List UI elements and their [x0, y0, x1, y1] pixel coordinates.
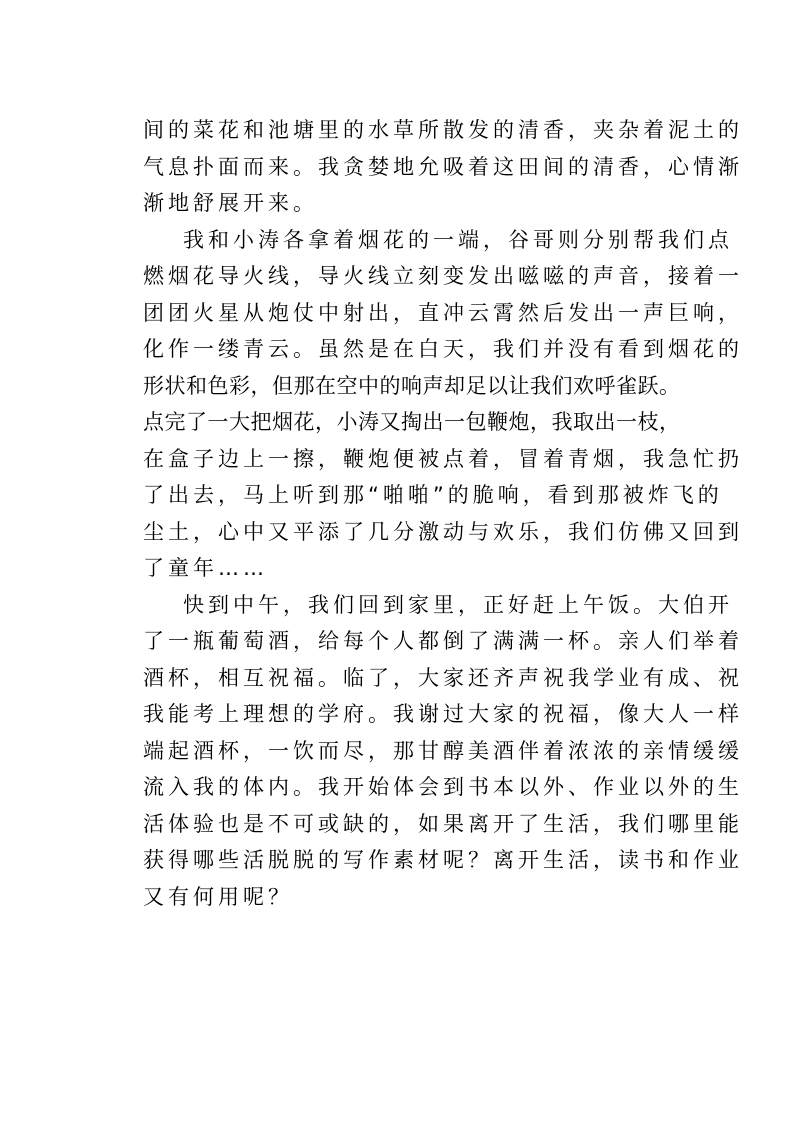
text-line: 了童年…… [143, 556, 268, 580]
paragraph-start-line: 快到中午，我们回到家里，正好赶上午饭。大伯开 [183, 592, 733, 617]
text-line: 气息扑面而来。我贪婪地允吸着这田间的清香，心情渐 [143, 154, 743, 179]
text-line: 在盒子边上一擦，鞭炮便被点着，冒着青烟，我急忙扔 [143, 446, 743, 471]
text-line: 形状和色彩，但那在空中的响声却足以让我们欢呼雀跃。 [143, 373, 681, 398]
text-line: 燃烟花导火线，导火线立刻变发出嗞嗞的声音，接着一 [143, 264, 743, 288]
text-line: 获得哪些活脱脱的写作素材呢？离开生活，读书和作业 [143, 848, 743, 872]
text-line: 活体验也是不可或缺的，如果离开了生活，我们哪里能 [143, 811, 743, 836]
text-line: 团团火星从炮仗中射出，直冲云霄然后发出一声巨响， [143, 300, 743, 325]
text-line: 尘土，心中又平添了几分激动与欢乐，我们仿佛又回到 [143, 519, 743, 544]
text-line: 流入我的体内。我开始体会到书本以外、作业以外的生 [143, 775, 743, 799]
document-body [143, 112, 743, 915]
paragraph-start-line: 我和小涛各拿着烟花的一端，谷哥则分别帮我们点 [183, 227, 733, 252]
text-line: 了一瓶葡萄酒，给每个人都倒了满满一杯。亲人们举着 [143, 629, 743, 653]
text-line: 又有何用呢？ [143, 884, 293, 909]
text-line: 化作一缕青云。虽然是在白天，我们并没有看到烟花的 [143, 337, 743, 361]
text-line: 酒杯，相互祝福。临了，大家还齐声祝我学业有成、祝 [143, 665, 743, 690]
text-line: 间的菜花和池塘里的水草所散发的清香，夹杂着泥土的 [143, 118, 743, 142]
text-line: 点完了一大把烟花，小涛又掏出一包鞭炮，我取出一枝， [143, 410, 681, 434]
text-line: 端起酒杯，一饮而尽，那甘醇美酒伴着浓浓的亲情缓缓 [143, 738, 743, 763]
text-line: 了出去，马上听到那“啪啪”的脆响，看到那被炸飞的 [143, 483, 723, 507]
text-line: 渐地舒展开来。 [143, 191, 318, 215]
text-line: 我能考上理想的学府。我谢过大家的祝福，像大人一样 [143, 702, 743, 726]
